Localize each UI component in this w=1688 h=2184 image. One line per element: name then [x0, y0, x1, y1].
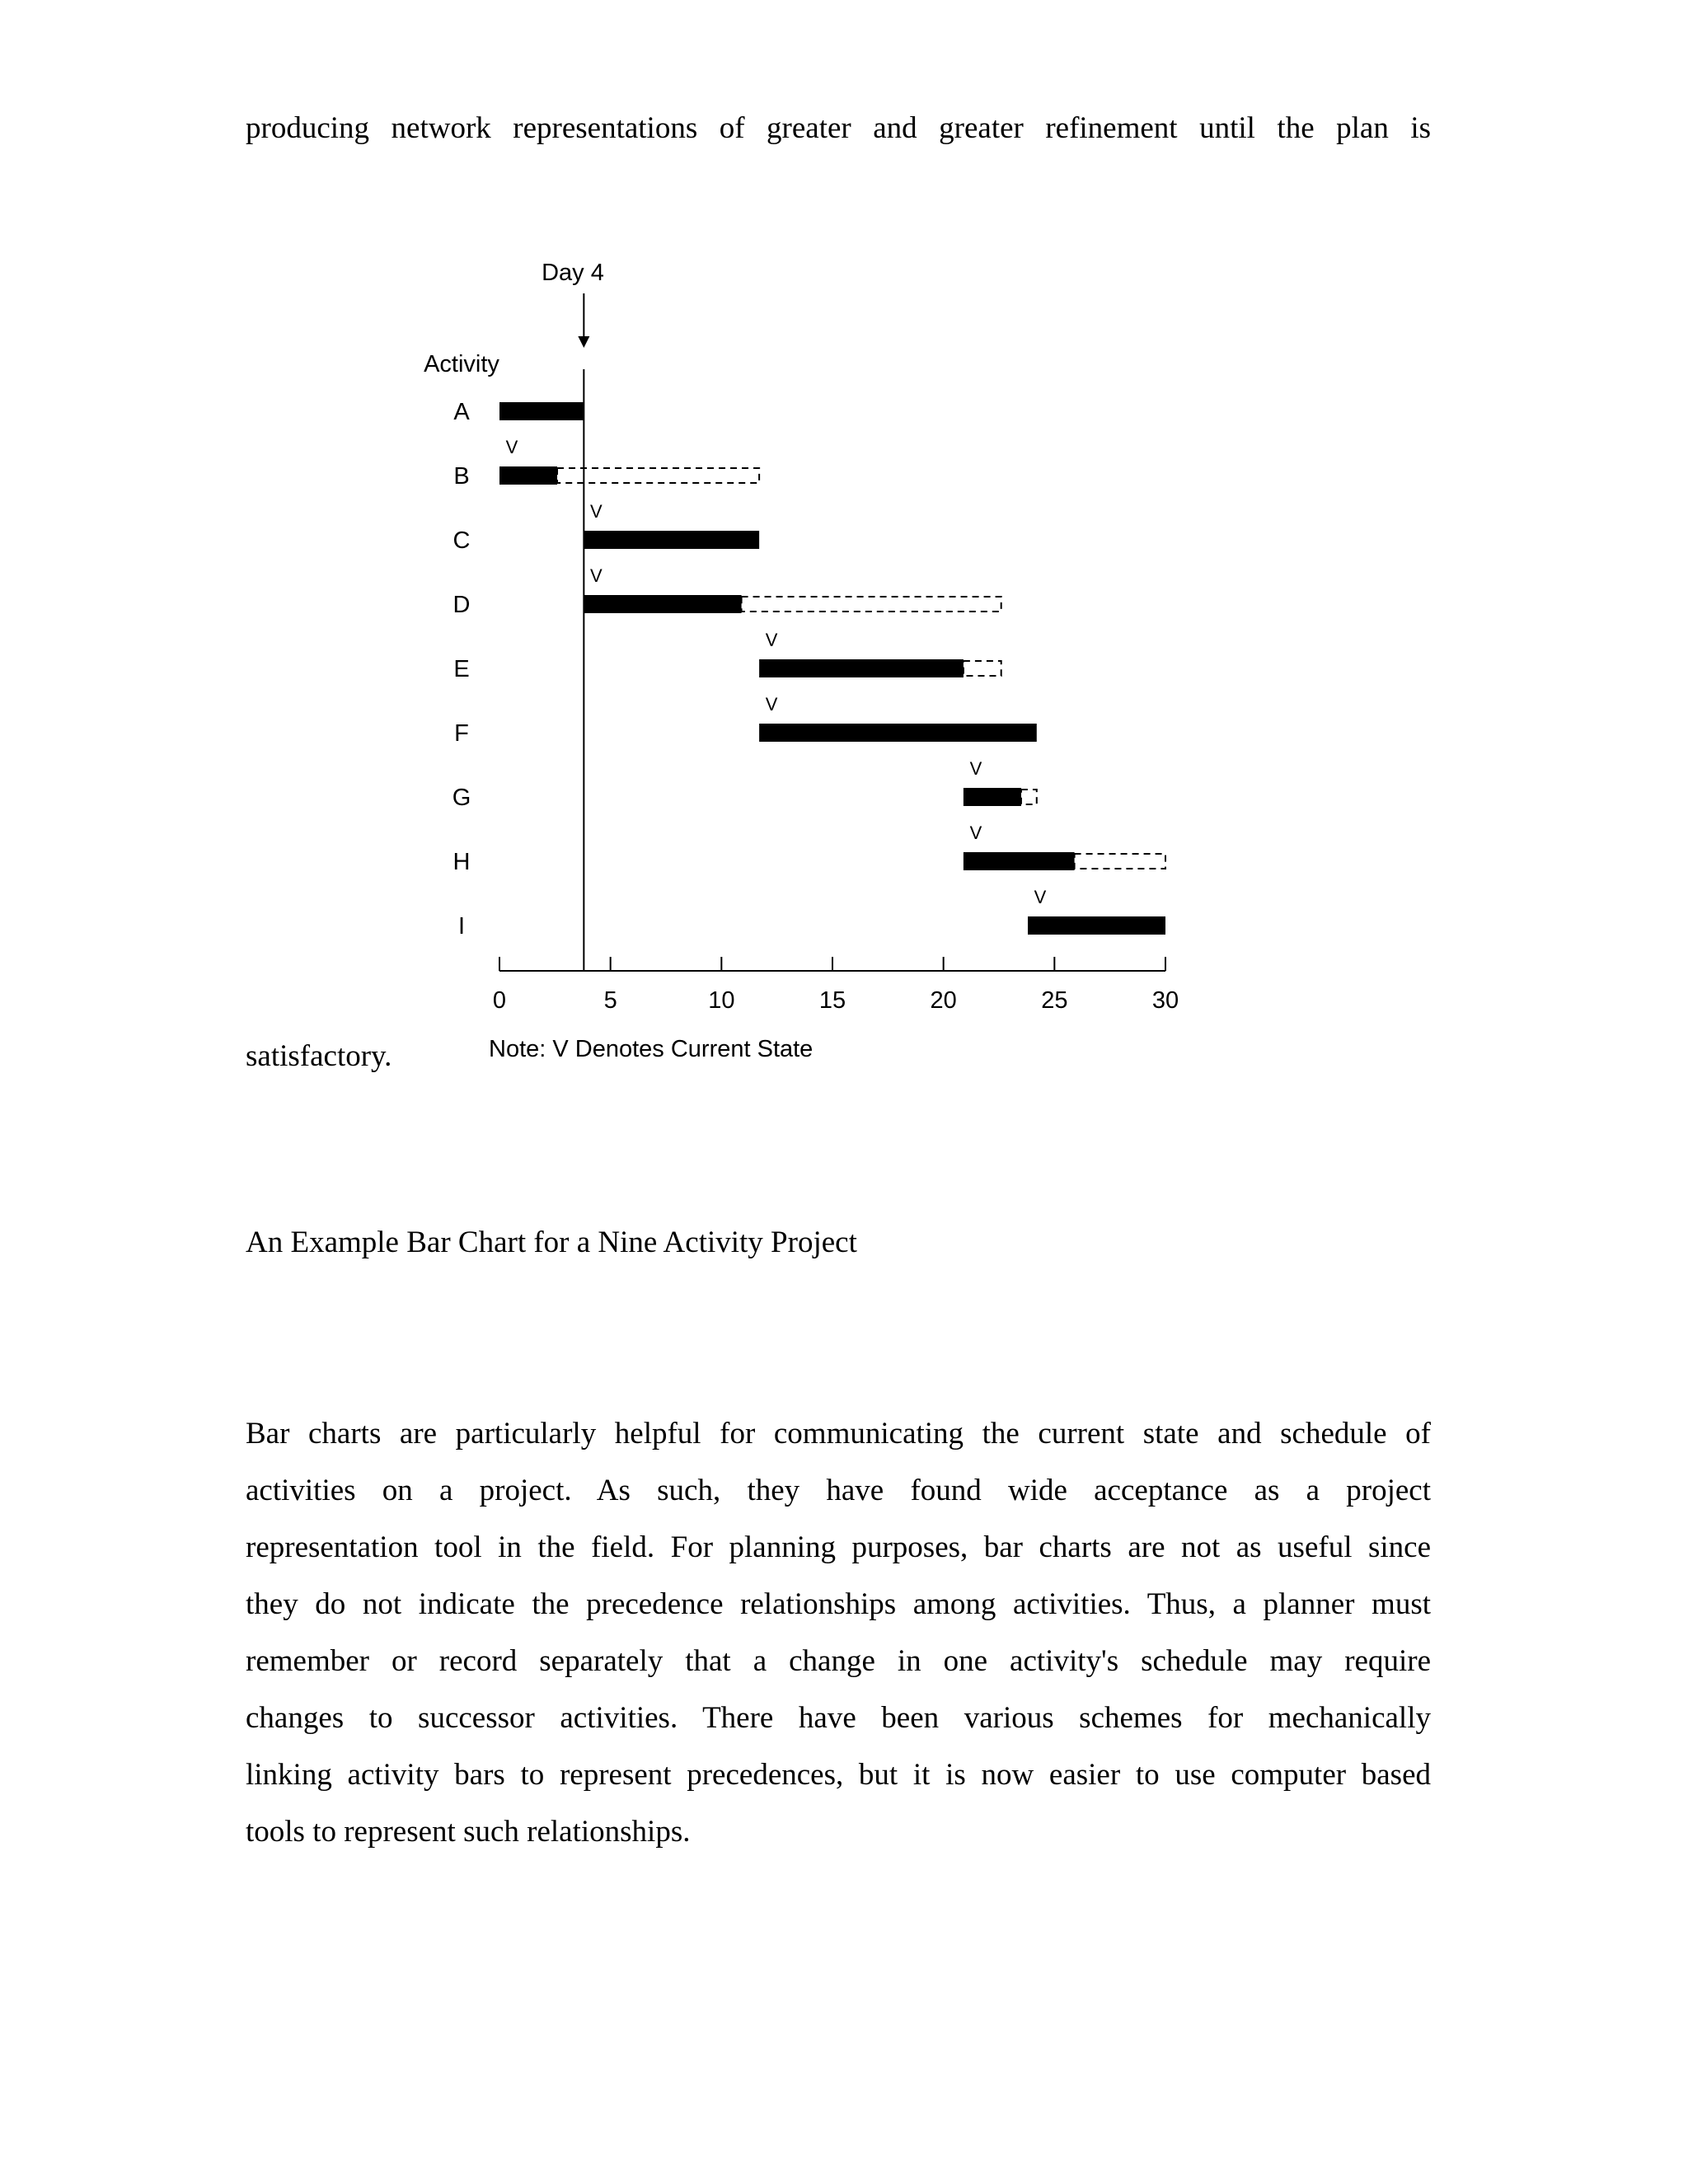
paragraph-line: Bar charts are particularly helpful for communicating the current state and schedule of [246, 1417, 1431, 1451]
activity-label: D [452, 592, 471, 618]
current-state-marker: V [590, 501, 603, 522]
x-tick-label: 20 [930, 987, 957, 1014]
paragraph-line: they do not indicate the precedence relationships among activities. Thus, a planner must [246, 1587, 1431, 1621]
paragraph-line: remember or record separately that a change in one activity's schedule may require [246, 1644, 1431, 1678]
y-axis-label: Activity [424, 351, 499, 377]
paragraph-line: changes to successor activities. There have been various schemes for mechanically [246, 1701, 1431, 1735]
paragraph-line: tools to represent such relationships. [246, 1815, 691, 1849]
activity-bar-remaining [964, 661, 1001, 676]
x-tick-label: 5 [603, 987, 617, 1014]
paragraph-line: representation tool in the field. For planning purposes, bar charts are not as useful since [246, 1530, 1431, 1564]
activity-label: G [452, 785, 471, 811]
current-state-marker: V [765, 694, 778, 715]
activity-bar-remaining [742, 597, 1001, 612]
activity-bar-actual [964, 788, 1021, 806]
activity-bar-remaining [1021, 790, 1037, 804]
activity-bar-remaining [557, 468, 759, 483]
activity-bar-actual [584, 531, 759, 549]
activity-label: I [457, 913, 466, 940]
marker-arrow-head [578, 336, 589, 348]
current-state-marker: V [765, 630, 778, 650]
activity-label: F [454, 720, 469, 747]
day-marker-label: Day 4 [542, 260, 604, 286]
paragraph-line: activities on a project. As such, they have found wide acceptance as a project [246, 1474, 1431, 1507]
x-tick-label: 0 [492, 987, 507, 1014]
activity-label: H [452, 849, 471, 875]
activity-label: A [453, 399, 470, 425]
continued-text: satisfactory. [246, 1039, 392, 1073]
activity-bar-remaining [1075, 854, 1165, 869]
day-marker-arrow-icon [578, 293, 589, 348]
x-tick-label: 25 [1041, 987, 1068, 1014]
chart-note: Note: V Denotes Current State [489, 1036, 814, 1062]
current-state-marker: V [969, 823, 982, 843]
activity-bar-actual [759, 724, 1037, 742]
activity-bar-actual [499, 402, 584, 420]
activity-bar-actual [584, 595, 741, 613]
paragraph-line: linking activity bars to represent precedences, but it is now easier to use computer based [246, 1758, 1431, 1792]
activity-label: E [453, 656, 470, 682]
chart-rows [452, 369, 1165, 971]
current-state-marker: V [1034, 887, 1047, 907]
activity-label: C [452, 527, 471, 554]
x-tick-label: 10 [708, 987, 735, 1014]
figure-caption: An Example Bar Chart for a Nine Activity Project [246, 1226, 857, 1259]
x-tick-label: 15 [818, 987, 846, 1014]
current-state-marker: V [969, 758, 982, 779]
activity-bar-actual [964, 852, 1075, 870]
x-tick-label: 30 [1151, 987, 1179, 1014]
body-text-line: producing network representations of greater and greater refinement until the plan is [246, 111, 1431, 145]
activity-label: B [453, 463, 470, 490]
activity-bar-actual [1028, 916, 1165, 935]
x-axis [493, 957, 1179, 1014]
activity-bar-actual [759, 659, 964, 677]
current-state-marker: V [590, 565, 603, 586]
activity-bar-actual [499, 466, 557, 485]
current-state-marker: V [505, 437, 518, 457]
